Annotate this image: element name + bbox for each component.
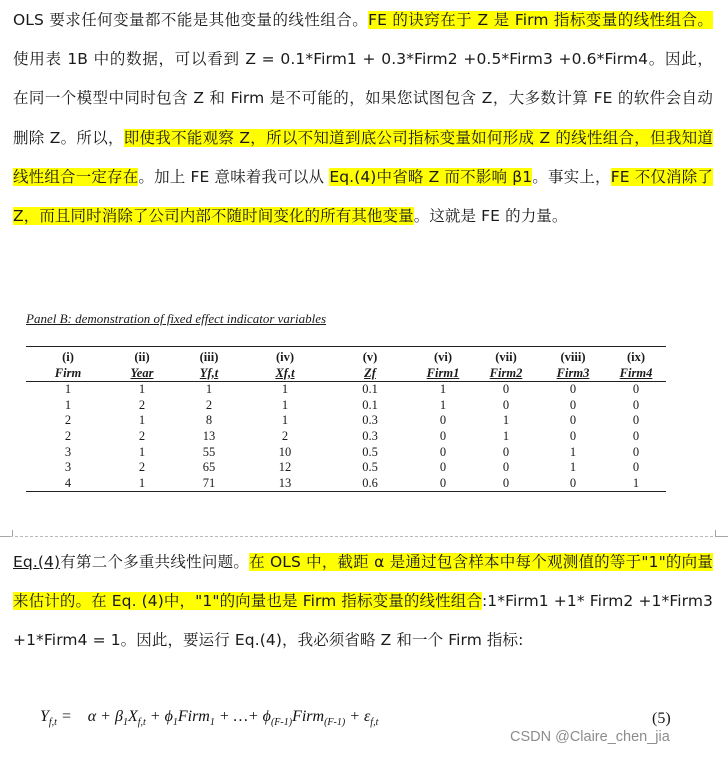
equation-5: $Y_{f,t}$ = $\alpha + \beta_1X_{f,t}$ + $\phi_1Firm_1$ + …+ $\phi_{(F-1)}Firm_{(F-1)} + \varepsilon_{f,t}$ [40,708,379,729]
text-table-example: 使用表 1B 中的数据，可以看到 Z = 0.1*Firm1 + 0.3*Firm2 +0.5*Firm3 +0.6*Firm4。因此，在同一个模型中同时包含 Z 和 Firm 是不可能的，如果您试图包含 Z，大多数计算 FE 的软件会自动删除 Z。所以， [13,50,713,147]
table-cell: 1 [138,413,146,428]
eq4-link[interactable]: Eq.(4) [13,553,61,571]
col-name-y: Yf,t [174,366,244,382]
paragraph-fe-explanation [13,1,713,236]
col-name-firm3: Firm3 [540,366,606,382]
table-cell: 0 [472,476,540,492]
table-cell: 0 [439,444,447,459]
table-cell: 13 [244,476,326,492]
table-cell: 0 [439,428,447,443]
table-cell: 2 [138,428,146,443]
table-cell: 0.6 [326,476,414,492]
table-cell: 0.5 [362,460,378,475]
col-number: (viii) [540,347,606,366]
table-cell: 0 [569,413,577,428]
col-number: (iii) [174,347,244,366]
text-ols-requirement: OLS 要求任何变量都不能是其他变量的线性组合。 [13,11,369,29]
table-cell: 1 [64,382,72,397]
table-cell: 0 [502,460,510,475]
table-cell: 1 [502,428,510,443]
col-number: (vii) [472,347,540,366]
paragraph-multicollinearity [13,543,713,661]
table-cell: 1 [439,382,447,397]
section-break-line [10,536,718,537]
table-cell: 1 [281,413,289,428]
table-body [26,382,666,492]
table-cell: 12 [278,460,292,475]
table-cell: 8 [205,413,213,428]
col-number: (iv) [244,347,326,366]
table-header-numbers [26,347,666,366]
table-cell: 65 [202,460,216,475]
highlight-fe-trick: FE 的诀窍在于 Z 是 Firm 指标变量的线性组合。 [368,11,713,29]
col-name-x: Xf,t [244,366,326,382]
text-second-problem: 有第二个多重共线性问题。 [60,553,250,571]
section-break [0,530,728,542]
col-number: (vi) [414,347,472,366]
col-number: (i) [26,347,110,366]
col-number: (ix) [606,347,666,366]
table-cell: 0 [439,460,447,475]
table-cell: 4 [26,476,110,492]
text-fe-meaning: 。加上 FE 意味着我可以从 [138,167,330,186]
table-cell: 0 [632,413,640,428]
table-cell: 0.1 [362,397,378,412]
table-cell: 10 [278,444,292,459]
table-cell: 2 [138,460,146,475]
table-cell: 0.3 [362,413,378,428]
table-cell: 0.5 [362,444,378,459]
table-row [26,382,666,398]
table-cell: 0 [439,413,447,428]
text-in-fact: 。事实上， [532,167,611,186]
table-row [26,476,666,492]
col-name-firm2: Firm2 [472,366,540,382]
table-row [26,398,666,414]
col-name-firm: Firm [26,366,110,382]
table-cell: 0 [502,382,510,397]
table-cell: 1 [64,397,72,412]
table-cell: 0 [569,428,577,443]
table-cell: 0 [632,460,640,475]
table-row [26,460,666,476]
table-cell: 0 [632,444,640,459]
fixed-effect-table [26,346,666,492]
col-name-firm4: Firm4 [606,366,666,382]
table-cell: 2 [138,397,146,412]
table-cell: 0 [502,444,510,459]
table-cell: 1 [606,476,666,492]
col-name-year: Year [110,366,174,382]
col-number: (v) [326,347,414,366]
table-cell: 0 [632,397,640,412]
table-cell: 1 [569,460,577,475]
table-cell: 0 [632,428,640,443]
table-row [26,445,666,461]
table-header-names [26,366,666,382]
crop-mark-right [715,530,728,537]
table-cell: 1 [502,413,510,428]
col-number: (ii) [110,347,174,366]
table-cell: 1 [569,444,577,459]
table-cell: 0.3 [362,428,378,443]
table-row [26,413,666,429]
table-cell: 1 [138,382,146,397]
table-cell: 1 [281,397,289,412]
col-name-firm1: Firm1 [414,366,472,382]
table-cell: 2 [205,397,213,412]
table-cell: 2 [64,413,72,428]
table-cell: 1 [110,476,174,492]
table-cell: 0 [414,476,472,492]
table-cell: 0 [632,382,640,397]
panel-title: Panel B: demonstration of fixed effect indicator variables [26,311,327,326]
table-cell: 1 [138,444,146,459]
table-cell: 0 [569,397,577,412]
table-cell: 0 [540,476,606,492]
table-cell: 0 [502,397,510,412]
table-cell: 55 [202,444,216,459]
table-cell: 3 [64,444,72,459]
text-omit-firm: :1*Firm1 +1* Firm2 +1*Firm3 +1*Firm4 = 1。因此，要运行 Eq.(4)，我必须省略 Z 和一个 Firm 指标: [13,592,713,650]
equation-number: (5) [652,710,671,727]
table-cell: 0 [569,382,577,397]
table-cell: 71 [174,476,244,492]
table-cell: 13 [202,428,216,443]
table-row [26,429,666,445]
table-cell: 2 [281,428,289,443]
highlight-intercept: 在 OLS 中，截距 α 是通过包含样本中每个观测值的等于"1"的向量来估计的。在 Eq. (4)中，"1"的向量也是 Firm 指标变量的线性组合 [13,553,713,611]
table-cell: 1 [439,397,447,412]
highlight-omit-z: Eq.(4)中省略 Z 而不影响 β1 [329,167,533,186]
text-fe-power: 。这就是 FE 的力量。 [413,207,568,226]
highlight-linear-combination: 即使我不能观察 Z，所以不知道到底公司指标变量如何形成 Z 的线性组合，但我知道线性组合一定存在 [13,128,713,186]
col-name-z: Zf [326,366,414,382]
table-cell: 1 [205,382,213,397]
table-cell: 0.1 [362,382,378,397]
table-cell: 2 [64,428,72,443]
highlight-fe-eliminates: FE 不仅消除了 Z，而且同时消除了公司内部不随时间变化的所有其他变量 [13,167,713,226]
table-cell: 3 [64,460,72,475]
watermark: CSDN @Claire_chen_jia [510,729,670,745]
table-cell: 1 [281,382,289,397]
